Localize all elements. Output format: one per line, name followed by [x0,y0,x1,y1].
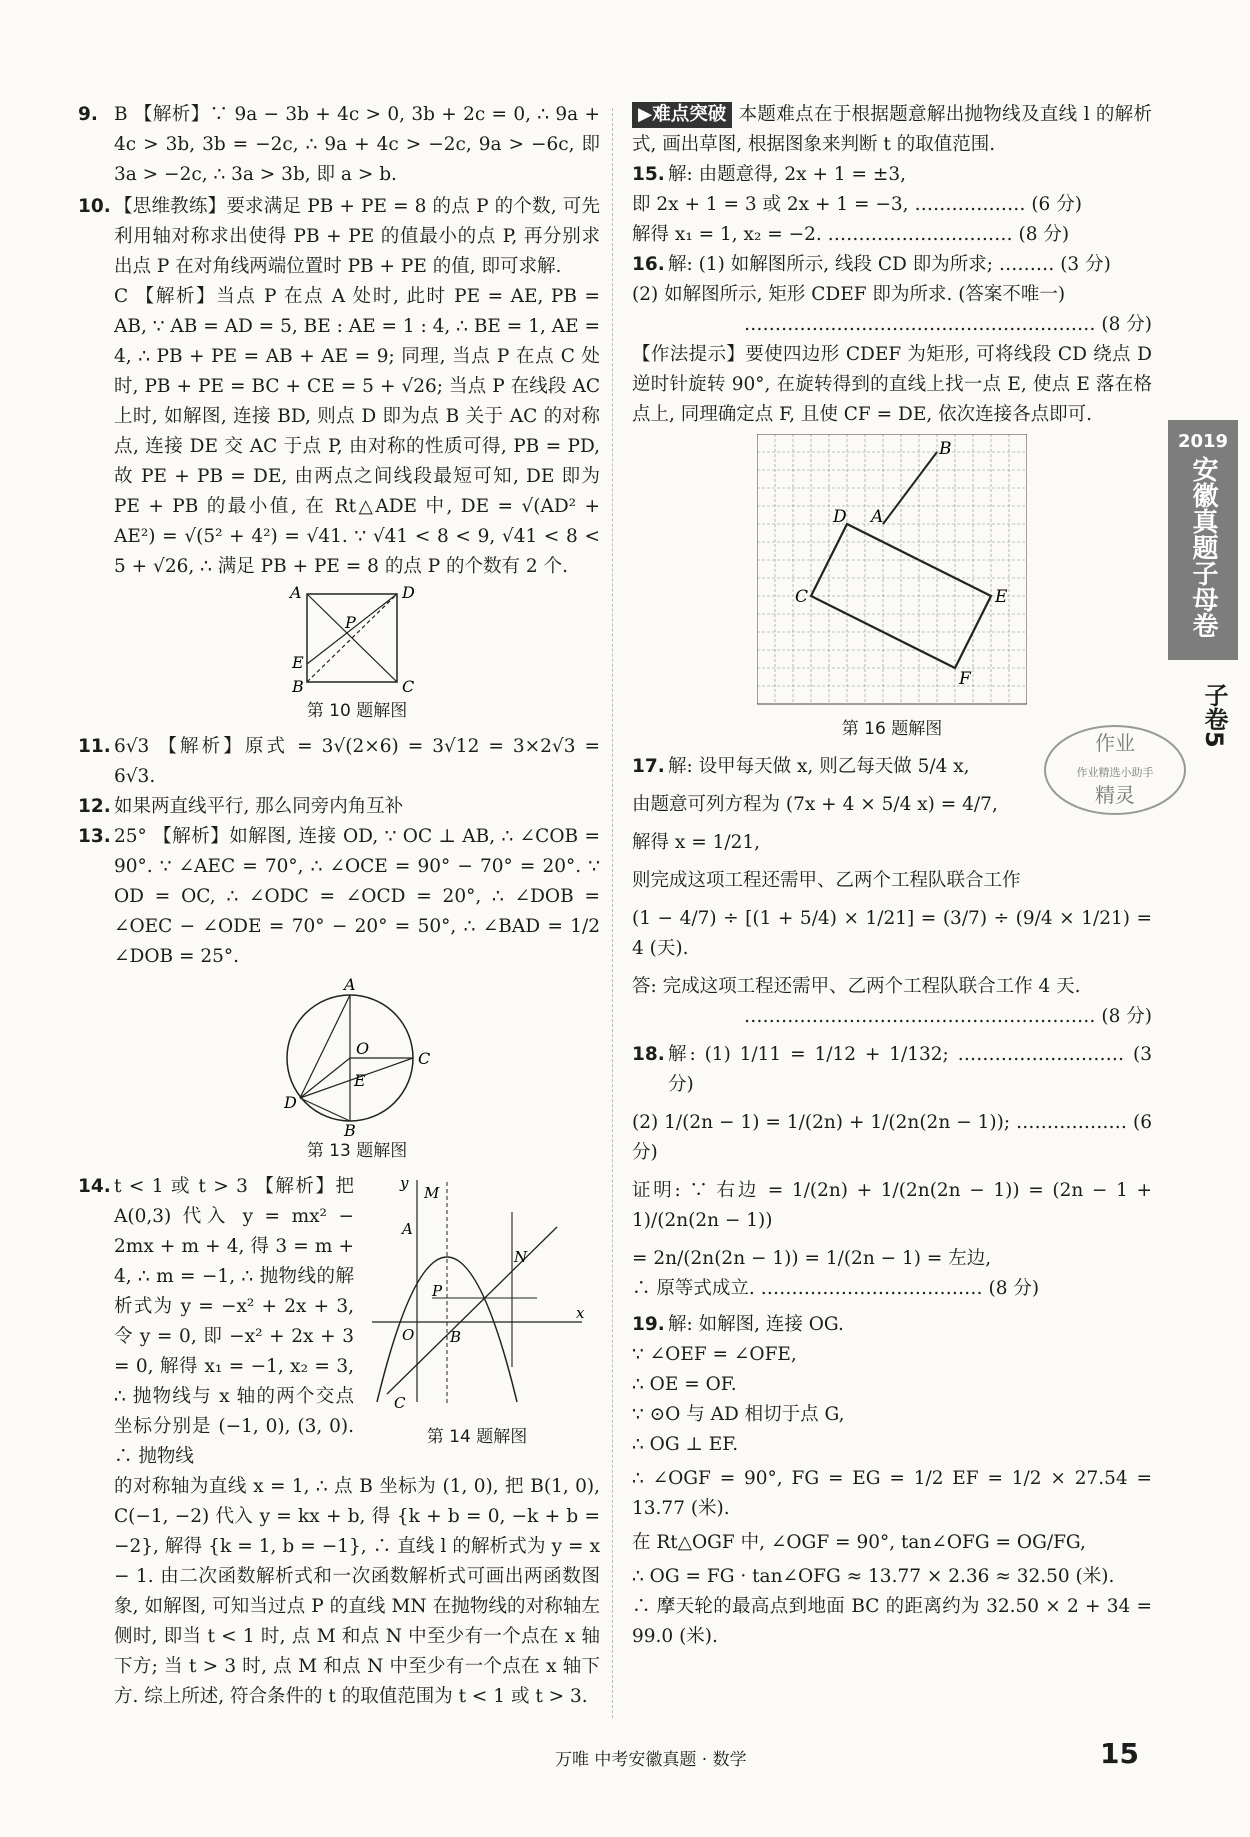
label-x: x [576,1304,585,1322]
question-19 [632,1310,1152,1340]
stamp-bot: 精灵 [1095,783,1135,807]
question-number: 18. [632,1044,665,1065]
label-A: A [402,1220,413,1238]
question-18 [632,1040,1152,1100]
label-M: M [424,1184,440,1202]
stamp-top: 作业 [1095,731,1135,755]
question-number: 17. [632,756,665,777]
solution-line: 即 2x + 1 = 3 或 2x + 1 = −3, ……………… (6 分) [632,194,1082,215]
label-B: B [292,677,304,696]
left-column [78,100,600,1712]
label-O: O [402,1326,415,1344]
solution-line: 解得 x = 1/21, [632,832,761,853]
solution-line: ………………………………………………… (8 分) [744,1006,1152,1027]
label-C: C [402,677,415,696]
label-D: D [833,507,847,527]
figure-caption: 第 14 题解图 [426,1427,528,1447]
label-C: C [394,1394,406,1412]
right-column [632,100,1152,1652]
label-P: P [345,613,356,632]
label-P: P [432,1282,443,1300]
label-N: N [514,1248,528,1266]
solution-line: 解: 如解图, 连接 OG. [668,1314,844,1335]
solution-line: ………………………………………………… (8 分) [744,314,1152,335]
figure-q13 [272,976,442,1136]
solution-line: 由题意可列方程为 (7x + 4 × 5/4 x) = 4/7, [632,794,998,815]
figure-caption: 第 13 题解图 [306,1141,408,1161]
solution-line: 则完成这项工程还需甲、乙两个工程队联合工作 [632,870,1021,891]
question-number: 12. [78,796,111,817]
label-A: A [344,976,356,994]
answer-text: 如果两直线平行, 那么同旁内角互补 [114,796,404,817]
solution-line: ∴ OG ⊥ EF. [632,1434,739,1455]
question-number: 9. [78,104,98,125]
difficulty-tag: ▶难点突破 [632,102,732,128]
solution-line: 解: (1) 1/11 = 1/12 + 1/132; ……………………… (3 分) [668,1044,1152,1095]
solution-line: ∴ 原等式成立. ……………………………… (8 分) [632,1278,1040,1299]
question-10 [78,192,600,726]
question-16 [632,250,1152,280]
question-11 [78,732,600,792]
label-B: B [939,439,952,459]
footer-brand: 万唯 中考安徽真题 · 数学 [555,1750,747,1770]
solution-line: (1 − 4/7) ÷ [(1 + 5/4) × 1/21] = (3/7) ÷ (9/4 × 1/21) = 4 (天). [632,908,1152,959]
answer-text: 25° 【解析】如解图, 连接 OD, ∵ OC ⊥ AB, ∴ ∠COB = 90°. ∵ ∠AEC = 70°, ∴ ∠OCE = 90° − 70° = 20°. ∵ OD = OC, ∴ ∠ODC = ∠OCD = 20°, ∴ ∠DOB = ∠OEC − ∠ODE = 70° − 20° = 50°, ∴ ∠BAD = 1/2 ∠DOB = 25°. [114,826,600,967]
label-D: D [284,1093,297,1112]
label-A: A [290,586,302,602]
stamp [1040,720,1190,820]
label-A: A [871,507,884,527]
label-y: y [400,1174,409,1192]
footer [0,1737,1250,1785]
solution-line: ∴ ∠OGF = 90°, FG = EG = 1/2 EF = 1/2 × 27.54 = 13.77 (米). [632,1468,1152,1519]
solution-line: 在 Rt△OGF 中, ∠OGF = 90°, tan∠OFG = OG/FG, [632,1532,1086,1553]
question-number: 13. [78,826,111,847]
side-title: 安徽真题子母卷 [1188,456,1218,638]
label-B: B [450,1328,462,1346]
thinking-coach: 【思维教练】要求满足 PB + PE = 8 的点 P 的个数, 可先利用轴对称求出使得 PB + PE 的值最小的点 P, 再分别求出点 P 在对角线两端位置时 PB + PE 的值, 即可求解. [114,196,600,277]
label-C: C [795,587,809,607]
difficulty-text: 本题难点在于根据题意解出抛物线及直线 l 的解析式, 画出草图, 根据图象来判断 t 的取值范围. [632,104,1152,155]
answer-text-a: t < 1 或 t > 3 【解析】把 A(0,3) 代入 y = mx² − 2mx + m + 4, 得 3 = m + 4, ∴ m = −1, ∴ 抛物线的解析式为 y = −x² + 2x + 3, 令 y = 0, 即 −x² + 2x + 3 = 0, 解得 x₁ = −1, x₂ = 3, ∴ 抛物线与 x 轴的两个交点坐标分别是 (−1, 0), (3, 0). ∴ 抛物线 [114,1176,354,1467]
figure-caption: 第 16 题解图 [841,719,943,739]
answer-text: B 【解析】∵ 9a − 3b + 4c > 0, 3b + 2c = 0, ∴ 9a + 4c > 3b, 3b = −2c, ∴ 9a + 4c > −2c, 9a > −6c, 即 3a > −2c, ∴ 3a > 3b, 即 a > b. [114,104,600,185]
answer-text: 6√3 【解析】原式 = 3√(2×6) = 3√12 = 3×2√3 = 6√3. [114,736,600,787]
question-number: 10. [78,196,111,217]
question-14 [78,1172,600,1712]
question-number: 16. [632,254,665,275]
solution-line: ∴ 摩天轮的最高点到地面 BC 的距离约为 32.50 × 2 + 34 = 99.0 (米). [632,1596,1152,1647]
question-number: 11. [78,736,111,757]
method-hint: 【作法提示】要使四边形 CDEF 为矩形, 可将线段 CD 绕点 D 逆时针旋转 90°, 在旋转得到的直线上找一点 E, 使点 E 落在格点上, 同理确定点 F, 且使 CF = DE, 依次连接各点即可. [632,344,1152,425]
solution-line: ∴ OE = OF. [632,1374,737,1395]
solution-line: ∵ ∠OEF = ∠OFE, [632,1344,797,1365]
solution-line: ∵ ⊙O 与 AD 相切于点 G, [632,1404,845,1425]
solution-line: 证明: ∵ 右边 = 1/(2n) + 1/(2n(2n − 1)) = (2n − 1 + 1)/(2n(2n − 1)) [632,1180,1152,1231]
label-C: C [418,1049,431,1068]
solution-line: 解: 设甲每天做 x, 则乙每天做 5/4 x, [668,756,970,777]
page-number: 15 [1100,1737,1139,1770]
question-13 [78,822,600,1166]
question-number: 19. [632,1314,665,1335]
figure-q10 [282,586,432,696]
question-number: 14. [78,1176,111,1197]
solution-line: (2) 如解图所示, 矩形 CDEF 即为所求. (答案不唯一) [632,284,1066,305]
stamp-mid: 作业精选小助手 [1076,766,1154,779]
sub-volume: 子卷5 [1200,682,1228,748]
label-E: E [995,587,1008,607]
solution-line: 解: 由题意得, 2x + 1 = ±3, [668,164,907,185]
answer-text-b: 的对称轴为直线 x = 1, ∴ 点 B 坐标为 (1, 0), 把 B(1, 0), C(−1, −2) 代入 y = kx + b, 得 {k + b = 0, −k + b = −2}, 解得 {k = 1, b = −1}, ∴ 直线 l 的解析式为 y = x − 1. 由二次函数解析式和一次函数解析式可画出两函数图象, 如解图, 可知当过点 P 的直线 MN 在抛物线的对称轴左侧时, 即当 t < 1 时, 点 M 和点 N 中至少有一个点在 x 轴下方; 当 t > 3 时, 点 M 和点 N 中至少有一个点在 x 轴下方. 综上所述, 符合条件的 t 的取值范围为 t < 1 或 t > 3. [114,1476,600,1707]
label-E: E [292,653,304,672]
question-9 [78,100,600,190]
question-number: 15. [632,164,665,185]
label-F: F [959,669,971,689]
label-B: B [344,1121,356,1136]
column-divider [612,108,614,1718]
solution-line: 解: (1) 如解图所示, 线段 CD 即为所求; ……… (3 分) [668,254,1111,275]
difficulty-note [632,100,1152,160]
question-15 [632,160,1152,190]
figure-q16-grid [757,434,1027,714]
figure-q14 [362,1172,590,1412]
solution-line: 解得 x₁ = 1, x₂ = −2. ………………………… (8 分) [632,224,1070,245]
question-12 [78,792,600,822]
solution-line: (2) 1/(2n − 1) = 1/(2n) + 1/(2n(2n − 1)); ……………… (6 分) [632,1112,1152,1163]
label-O: O [356,1039,370,1058]
answer-text: C 【解析】当点 P 在点 A 处时, 此时 PE = AE, PB = AB, ∵ AB = AD = 5, BE : AE = 1 : 4, ∴ BE = 1, AE = 4, ∴ PB + PE = AB + AE = 9; 同理, 当点 P 在点 C 处时, PB + PE = BC + CE = 5 + √26; 当点 P 在线段 AC 上时, 如解图, 连接 BD, 则点 D 即为点 B 关于 AC 的对称点, 连接 DE 交 AC 于点 P, 由对称的性质可得, PB = PD, 故 PE + PB = DE, 由两点之间线段最短可知, DE 即为 PE + PB 的最小值, 在 Rt△ADE 中, DE = √(AD² + AE²) = √(5² + 4²) = √41. ∵ √41 < 8 < 9, √41 < 8 < 5 + √26, ∴ 满足 PB + PE = 8 的点 P 的个数有 2 个. [114,286,600,577]
label-D: D [402,586,415,602]
side-year: 2019 [1177,431,1229,452]
solution-line: 答: 完成这项工程还需甲、乙两个工程队联合工作 4 天. [632,976,1081,997]
solution-line: = 2n/(2n(2n − 1)) = 1/(2n − 1) = 左边, [632,1248,992,1269]
label-E: E [354,1071,366,1090]
figure-caption: 第 10 题解图 [306,701,408,721]
side-tab [1168,420,1238,660]
solution-line: ∴ OG = FG · tan∠OFG ≈ 13.77 × 2.36 ≈ 32.50 (米). [632,1566,1115,1587]
